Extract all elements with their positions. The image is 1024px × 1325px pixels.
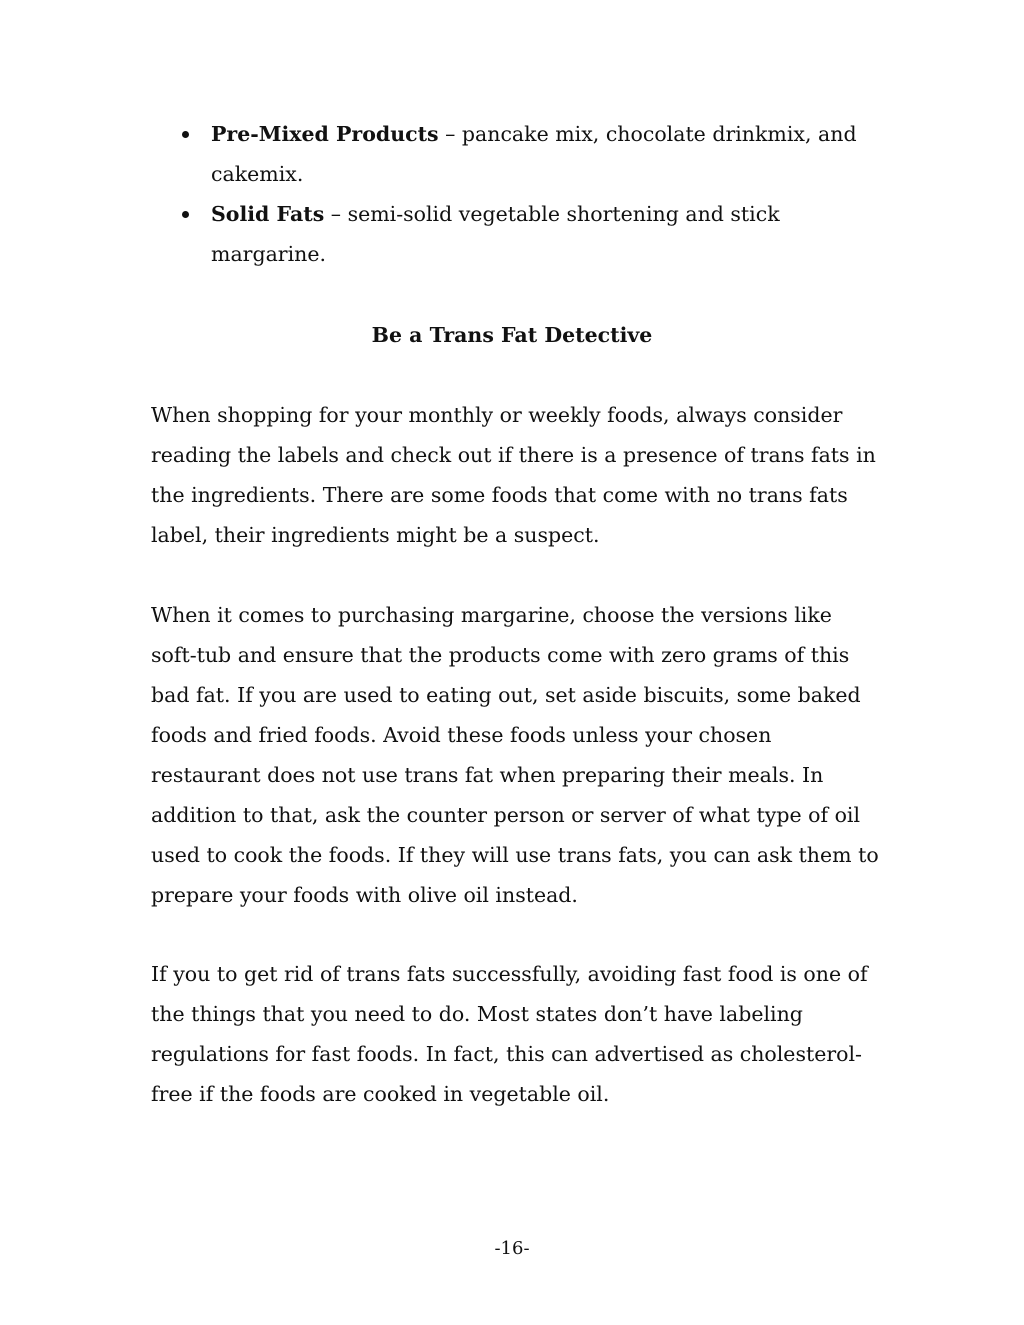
bullet-text: pancake mix, chocolate drinkmix, and cakemix. <box>211 122 857 186</box>
bullet-separator: – <box>324 202 348 226</box>
paragraph-fast-food: If you to get rid of trans fats successfully, avoiding fast food is one of the things that you need to do. Most states don’t have labeling regulations for fast foods. In fact, this can advertised as cholesterol-free if the foods are cooked in vegetable oil. <box>151 962 868 1106</box>
bullet-list <box>151 114 881 274</box>
page-number: -16- <box>494 1238 530 1259</box>
bullet-icon <box>182 211 189 218</box>
list-item <box>151 194 881 274</box>
bullet-icon <box>182 131 189 138</box>
section-heading: Be a Trans Fat Detective <box>371 323 653 347</box>
bullet-text: semi-solid vegetable shortening and stick margarine. <box>211 202 780 266</box>
bullet-term: Solid Fats <box>211 202 325 226</box>
bullet-separator: – <box>438 122 462 146</box>
list-item <box>151 114 881 194</box>
paragraph-margarine: When it comes to purchasing margarine, choose the versions like soft-tub and ensure that the products come with zero grams of this bad fat. If you are used to eating out, set aside biscuits, some baked foods and fried foods. Avoid these foods unless your chosen restaurant does not use trans fat when preparing their meals. In addition to that, ask the counter person or server of what type of oil used to cook the foods. If they will use trans fats, you can ask them to prepare your foods with olive oil instead. <box>151 603 879 907</box>
paragraph-labels: When shopping for your monthly or weekly foods, always consider reading the labels and check out if there is a presence of trans fats in the ingredients. There are some foods that come with no trans fats label, their ingredients might be a suspect. <box>151 403 876 547</box>
document-page <box>151 114 881 1106</box>
bullet-term: Pre-Mixed Products <box>211 122 439 146</box>
